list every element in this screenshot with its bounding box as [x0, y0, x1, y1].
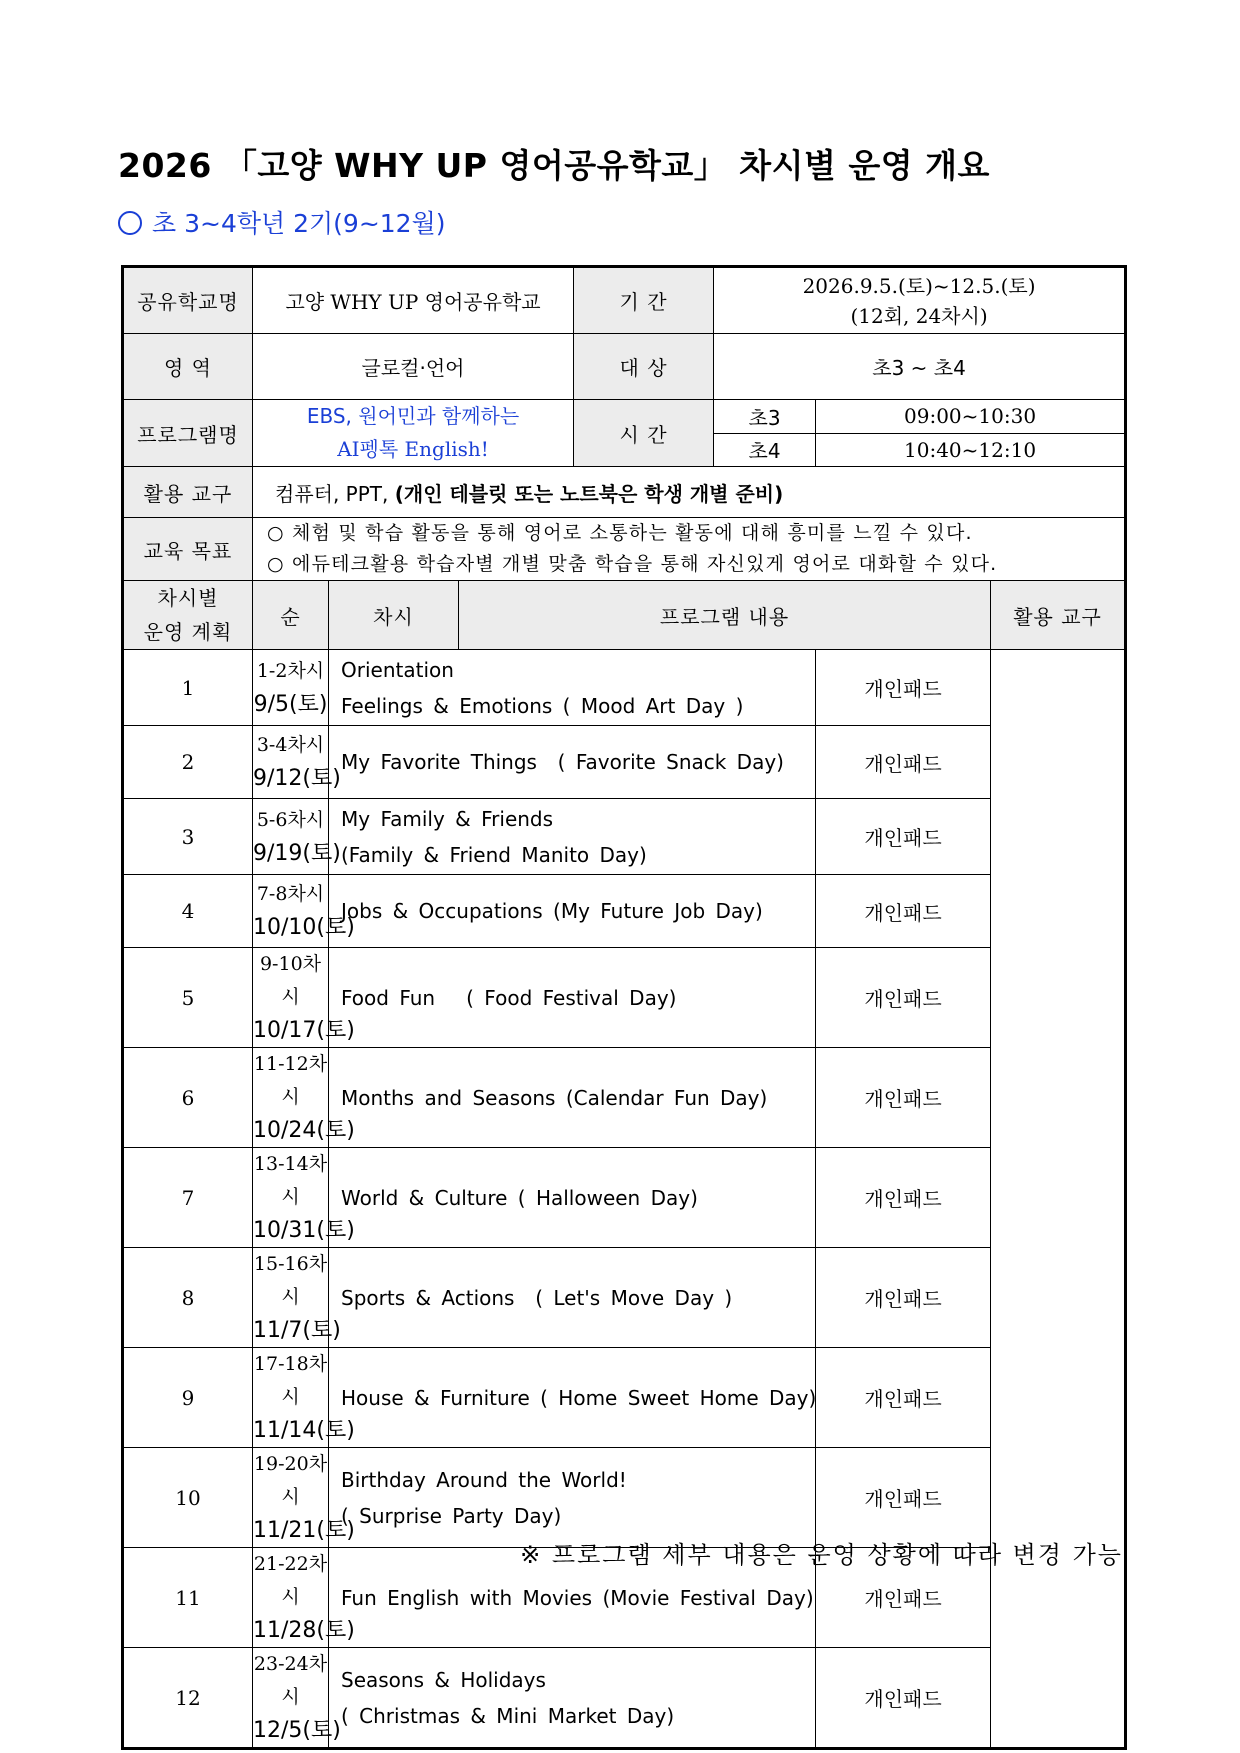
session-date: 9/12(토) — [253, 766, 341, 791]
row-tool: 개인패드 — [816, 799, 991, 875]
content-line1: Seasons & Holidays — [341, 1667, 546, 1692]
content-line2: Feelings & Emotions ( Mood Art Day ) — [341, 693, 744, 718]
row-tool: 개인패드 — [816, 1148, 991, 1248]
session-number: 21-22차시 — [253, 1553, 328, 1608]
content-line1: Orientation — [341, 657, 454, 682]
row-tool: 개인패드 — [816, 948, 991, 1048]
row-content — [329, 948, 816, 1048]
session-number: 9-10차시 — [259, 953, 322, 1008]
area-value: 글로컬·언어 — [253, 334, 574, 400]
row-content — [329, 1448, 816, 1548]
row-session — [253, 1248, 341, 1348]
content-line1: My Favorite Things ( Favorite Snack Day) — [341, 750, 784, 774]
plan-rows — [124, 650, 1125, 1748]
tools-text: 컴퓨터, PPT, — [275, 481, 395, 506]
program-line1: EBS, 원어민과 함께하는 — [306, 404, 520, 428]
header-session: 차시 — [329, 581, 459, 650]
subtitle — [118, 204, 445, 240]
time-value-4: 10:40~12:10 — [816, 433, 1125, 467]
row-tool: 개인패드 — [816, 1248, 991, 1348]
header-content: 프로그램 내용 — [459, 581, 991, 650]
plan-label-line2: 운영 계획 — [143, 620, 233, 644]
header-no: 순 — [253, 581, 329, 650]
tools-label: 활용 교구 — [124, 467, 253, 518]
row-content — [329, 650, 816, 726]
row-number: 10 — [124, 1448, 253, 1548]
session-number: 7-8차시 — [256, 883, 325, 905]
session-date: 10/10(토) — [253, 915, 355, 940]
row-content — [329, 799, 816, 875]
session-number: 11-12차시 — [253, 1053, 328, 1108]
goals-value — [253, 518, 1125, 581]
goals-label: 교육 목표 — [124, 518, 253, 581]
content-line1: Months and Seasons (Calendar Fun Day) — [341, 1085, 768, 1110]
session-number: 5-6차시 — [256, 808, 325, 831]
session-date: 11/14(토) — [253, 1418, 355, 1443]
content-line2: ( Christmas & Mini Market Day) — [341, 1703, 675, 1728]
row-content — [329, 1248, 816, 1348]
school-label: 공유학교명 — [124, 268, 253, 334]
row-number: 1 — [124, 650, 253, 726]
time-value-3: 09:00~10:30 — [816, 400, 1125, 434]
session-date: 11/7(토) — [253, 1318, 341, 1343]
row-content — [329, 1048, 816, 1148]
table-row — [124, 799, 1125, 875]
row-tool: 개인패드 — [816, 726, 991, 799]
row-number: 7 — [124, 1148, 253, 1248]
session-date: 11/21(토) — [253, 1518, 355, 1543]
row-session — [253, 948, 355, 1048]
program-line2: AI펭톡 English! — [337, 437, 489, 461]
row-session — [253, 1148, 355, 1248]
time-grade-3: 초3 — [714, 400, 816, 434]
table-row — [124, 726, 1125, 799]
session-number: 17-18차시 — [253, 1353, 328, 1408]
content-line1: Jobs & Occupations (My Future Job Day) — [341, 899, 763, 923]
period-sessions: (12회, 24차시) — [850, 303, 988, 328]
subtitle-text: 초 3~4학년 2기(9~12월) — [152, 209, 446, 238]
program-value — [253, 400, 574, 467]
content-line1: House & Furniture ( Home Sweet Home Day) — [341, 1385, 817, 1410]
row-number: 8 — [124, 1248, 253, 1348]
session-date: 10/31(토) — [253, 1218, 355, 1243]
row-session — [253, 1448, 355, 1548]
table-row — [124, 948, 1125, 1048]
row-session — [253, 1048, 355, 1148]
table-row — [124, 650, 1125, 726]
row-session — [253, 1548, 355, 1648]
tools-note: (개인 테블릿 또는 노트북은 학생 개별 준비) — [394, 481, 784, 506]
school-value: 고양 WHY UP 영어공유학교 — [253, 268, 574, 334]
session-number: 15-16차시 — [253, 1253, 328, 1308]
goal-item-1: ○ 체험 및 학습 활동을 통해 영어로 소통하는 활동에 대해 흥미를 느낄 수 있다. — [267, 522, 973, 544]
row-session — [253, 799, 341, 875]
footnote: ※ 프로그램 세부 내용은 운영 상황에 따라 변경 가능 — [520, 1541, 1123, 1569]
session-date: 11/28(토) — [253, 1618, 355, 1643]
row-tool: 개인패드 — [816, 875, 991, 948]
content-line1: Fun English with Movies (Movie Festival Day) — [341, 1585, 814, 1610]
row-tool: 개인패드 — [816, 650, 991, 726]
plan-label-line1: 차시별 — [157, 586, 219, 610]
row-session — [253, 1348, 355, 1448]
circle-bullet-icon — [118, 211, 142, 235]
row-content — [329, 1148, 816, 1248]
time-label: 시 간 — [574, 400, 714, 467]
row-number: 5 — [124, 948, 253, 1048]
row-session — [253, 726, 341, 799]
row-session — [253, 1648, 341, 1748]
header-tool: 활용 교구 — [991, 581, 1125, 650]
table-row — [124, 1648, 1125, 1748]
row-tool: 개인패드 — [816, 1448, 991, 1548]
session-number: 23-24차시 — [253, 1653, 328, 1708]
row-tool: 개인패드 — [816, 1048, 991, 1148]
row-number: 2 — [124, 726, 253, 799]
content-line2: ( Surprise Party Day) — [341, 1503, 562, 1528]
table-row — [124, 1248, 1125, 1348]
session-number: 1-2차시 — [256, 659, 325, 682]
overview-table — [123, 267, 1125, 1748]
session-date: 10/24(토) — [253, 1118, 355, 1143]
row-content — [329, 1648, 816, 1748]
row-tool: 개인패드 — [816, 1648, 991, 1748]
program-label: 프로그램명 — [124, 400, 253, 467]
session-date: 9/5(토) — [253, 691, 328, 717]
content-line1: Sports & Actions ( Let's Move Day ) — [341, 1285, 733, 1310]
table-row — [124, 1148, 1125, 1248]
row-tool: 개인패드 — [816, 1348, 991, 1448]
row-content — [329, 1348, 816, 1448]
table-row — [124, 875, 1125, 948]
session-number: 19-20차시 — [253, 1453, 328, 1508]
row-session — [253, 875, 355, 948]
page-title: 2026 「고양 WHY UP 영어공유학교」 차시별 운영 개요 — [118, 146, 990, 185]
content-line2: (Family & Friend Manito Day) — [341, 842, 647, 867]
row-number: 6 — [124, 1048, 253, 1148]
session-date: 12/5(토) — [253, 1718, 341, 1743]
table-row — [124, 1048, 1125, 1148]
row-number: 4 — [124, 875, 253, 948]
area-label: 영 역 — [124, 334, 253, 400]
period-dates: 2026.9.5.(토)~12.5.(토) — [802, 273, 1036, 298]
session-number: 3-4차시 — [256, 734, 325, 756]
row-number: 9 — [124, 1348, 253, 1448]
content-line1: Food Fun ( Food Festival Day) — [341, 985, 677, 1010]
table-row — [124, 1448, 1125, 1548]
target-value: 초3 ~ 초4 — [714, 334, 1125, 400]
row-content — [329, 875, 816, 948]
time-grade-4: 초4 — [714, 433, 816, 467]
content-line1: World & Culture ( Halloween Day) — [341, 1185, 698, 1210]
row-number: 11 — [124, 1548, 253, 1648]
table-row — [124, 1348, 1125, 1448]
row-session — [253, 650, 329, 726]
session-number: 13-14차시 — [253, 1153, 328, 1208]
session-date: 10/17(토) — [253, 1018, 355, 1043]
row-tool: 개인패드 — [816, 1548, 991, 1648]
target-label: 대 상 — [574, 334, 714, 400]
content-line1: My Family & Friends — [341, 806, 554, 831]
row-number: 3 — [124, 799, 253, 875]
session-date: 9/19(토) — [253, 840, 341, 866]
goal-item-2: ○ 에듀테크활용 학습자별 개별 맞춤 학습을 통해 자신있게 영어로 대화할 수 있다. — [267, 553, 998, 575]
tools-value — [253, 467, 1125, 518]
plan-label — [124, 581, 253, 650]
row-number: 12 — [124, 1648, 253, 1748]
row-content — [329, 726, 816, 799]
period-label: 기 간 — [574, 268, 714, 334]
period-value — [714, 268, 1125, 334]
content-line1: Birthday Around the World! — [341, 1467, 627, 1492]
